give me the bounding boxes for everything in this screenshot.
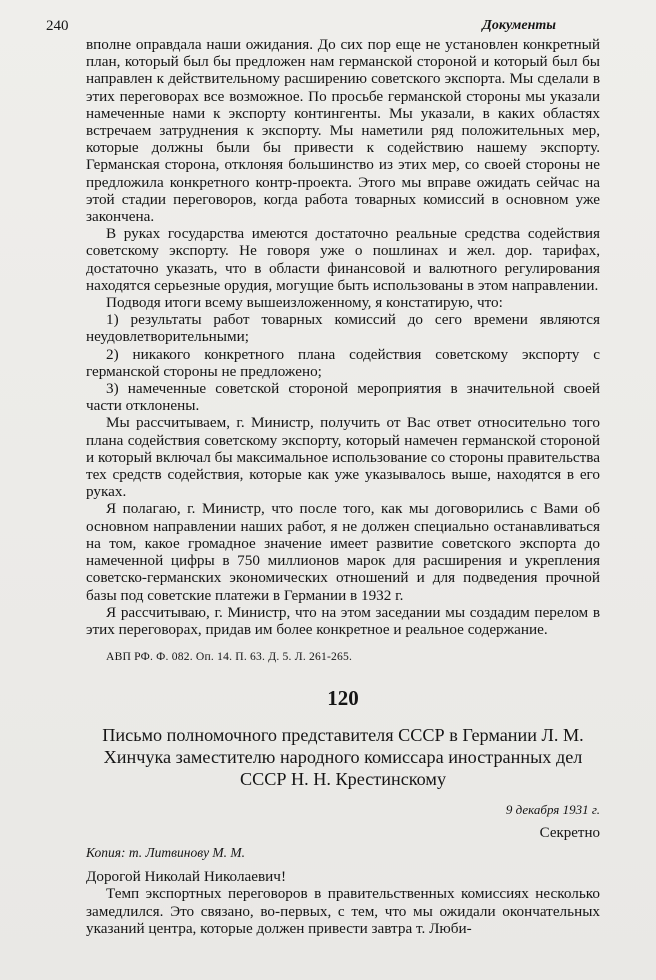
archive-reference: АВП РФ. Ф. 082. Оп. 14. П. 63. Д. 5. Л. 261-265.: [106, 650, 353, 664]
letter-opening: Темп экспортных переговоров в правительственных комиссиях несколько замедлился. Это связано, во-первых, с тем, что мы ожидали окончательных указаний центра, которые должен привести завтра т. Люби-: [86, 885, 600, 937]
document-number: 120: [327, 686, 359, 711]
conclusion-item-1: 1) результаты работ товарных комиссий до сего времени являются неудовлетворительными;: [86, 311, 600, 346]
page-content: [86, 36, 600, 937]
paragraph-2: В руках государства имеются достаточно реальные средства содействия советскому экспорту. Не говоря уже о пошлинах и жел. дор. тарифах, достаточно указать, что в области финансовой и валютного регулирования находятся серьезные орудия, могущие быть использованы в этом направлении.: [86, 225, 600, 294]
conclusion-item-2: 2) никакого конкретного плана содействия советскому экспорту с германской стороны не предложено;: [86, 345, 600, 380]
paragraph-4: Мы рассчитываем, г. Министр, получить от Вас ответ относительно того плана содействия советскому экспорту, который намечен германской стороной и который включал бы максимальное использование со стороны правительства тех средств содействия, которые как уже указывалось выше, находятся в его руках.: [86, 414, 600, 501]
conclusion-item-3: 3) намеченные советской стороной мероприятия в значительной своей части отклонены.: [86, 380, 600, 415]
paragraph-6: Я рассчитываю, г. Министр, что на этом заседании мы создадим перелом в этих переговорах, придав им более конкретное и реальное содержание.: [86, 603, 600, 638]
paragraph-5: Я полагаю, г. Министр, что после того, как мы договорились с Вами об основном направлении наших работ, я не должен специально останавливаться на том, какое громадное значение имеет развитие советского экспорта до намеченной цифры в 750 миллионов марок для расширения и укрепления советско-германских экономических отношений и для подведения прочной базы под советские платежи в Германии в 1932 г.: [86, 500, 600, 604]
running-title: Документы: [482, 18, 556, 33]
page-number: 240: [46, 18, 69, 34]
salutation: Дорогой Николай Николаевич!: [86, 868, 287, 886]
document-title: Письмо полномочного представителя СССР в Германии Л. М. Хинчука заместителю народного комиссара иностранных дел СССР Н. Н. Крестинскому: [102, 725, 584, 790]
page-header: [46, 18, 556, 38]
paragraph-3: Подводя итоги всему вышеизложенному, я констатирую, что:: [106, 294, 503, 312]
document-date: 9 декабря 1931 г.: [505, 802, 600, 818]
classification-label: Секретно: [539, 825, 600, 842]
paragraph-1: вполне оправдала наши ожидания. До сих пор еще не установлен конкретный план, который был бы предложен нам германской стороной и который был бы направлен к действительному расширению советского экспорта. Мы сделали в этих переговорах все возможное. По просьбе германской стороны мы указали намеченные нами к экспорту контингенты. Мы указали, в каких областях встречаем затруднения к экспорту. Мы наметили ряд положительных мер, которые должны были бы привести к содействию нашему экспорту. Германская сторона, отклоняя большинство из этих мер, со своей стороны не предложила конкретного контр-проекта. Этого мы вправе ожидать сейчас на этой стадии переговоров, когда работа товарных комиссий в основном уже закончена.: [86, 36, 600, 226]
copy-recipient: Копия: т. Литвинову М. М.: [86, 845, 246, 861]
